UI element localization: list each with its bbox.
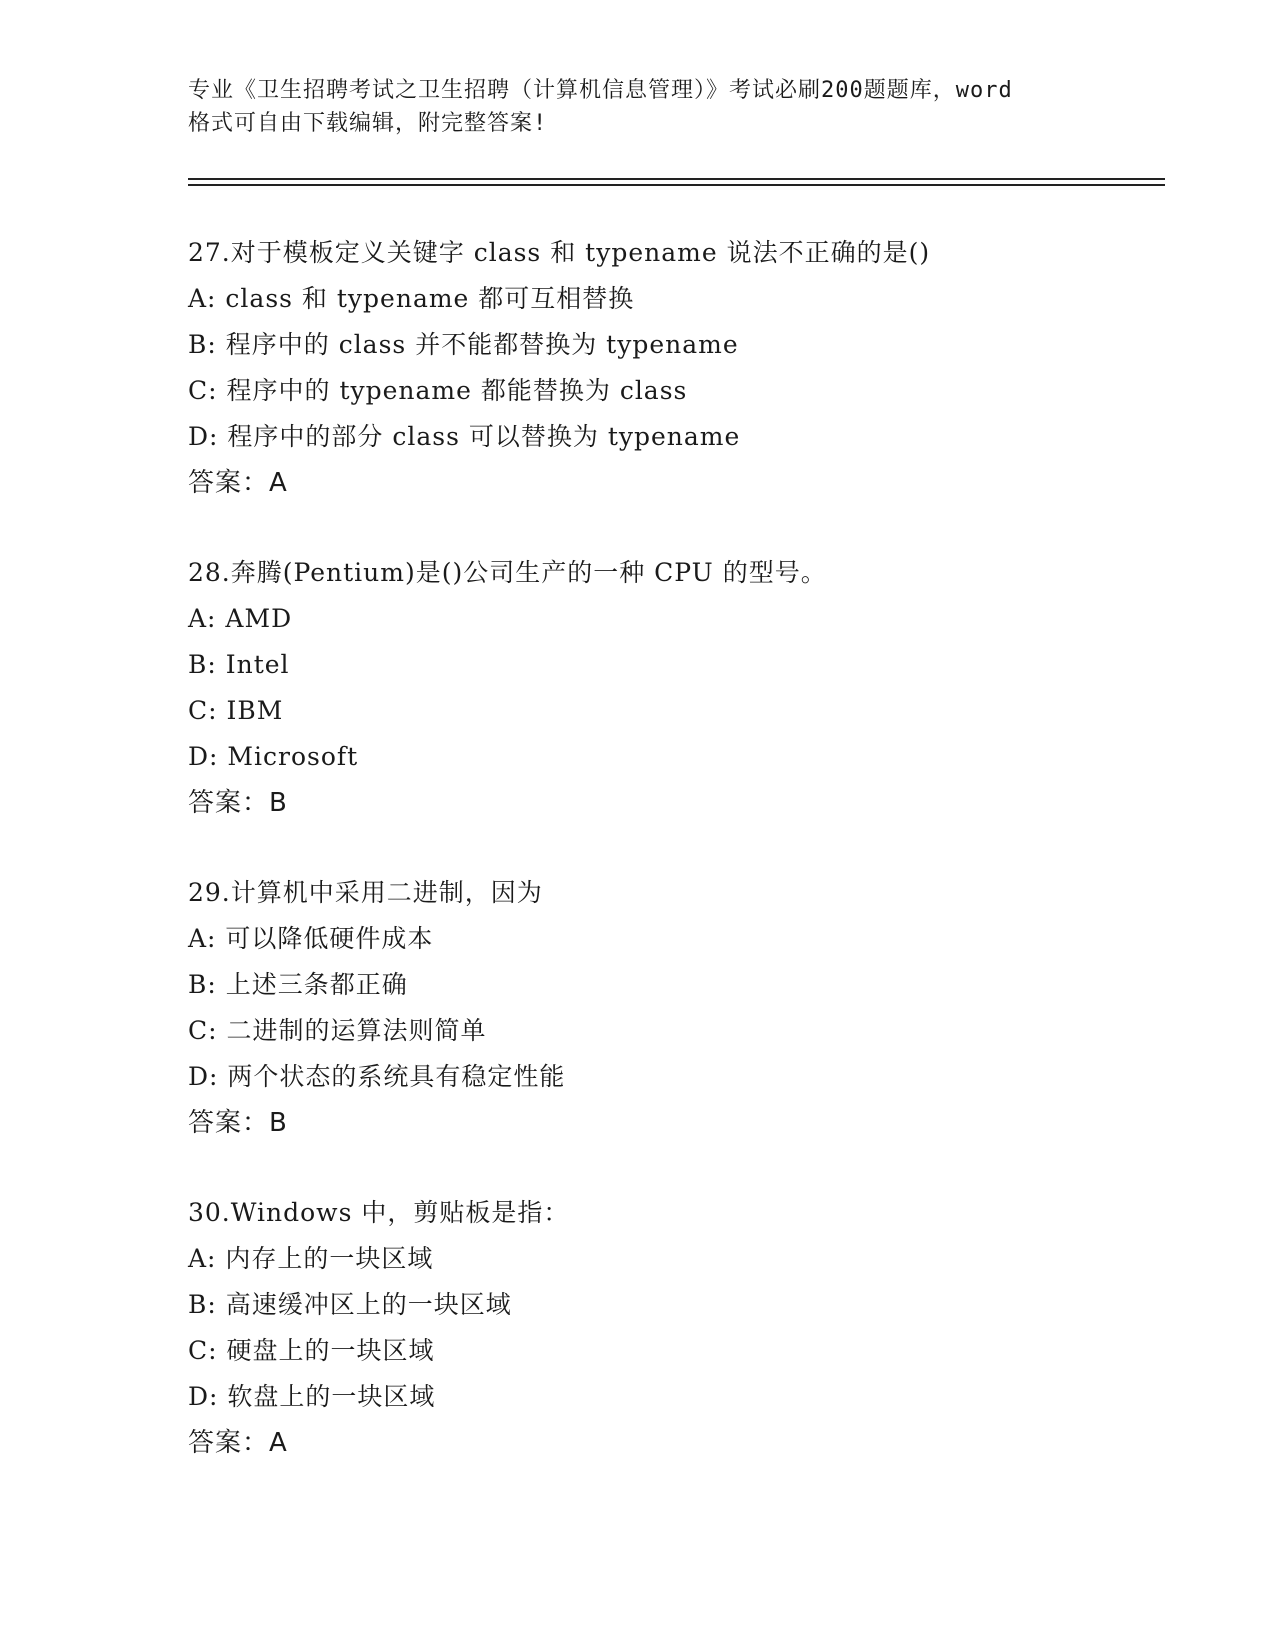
option-c: C: 二进制的运算法则简单: [188, 1016, 487, 1045]
option-b: B: 上述三条都正确: [188, 970, 408, 999]
answer-label: 答案：B: [188, 788, 288, 818]
question-30: [188, 1190, 1168, 1466]
question-29: [188, 870, 1168, 1146]
option-c: C: IBM: [188, 696, 284, 725]
question-stem: 28.奔腾(Pentium)是()公司生产的一种 CPU 的型号。: [188, 558, 827, 587]
option-b: B: 程序中的 class 并不能都替换为 typename: [188, 330, 739, 359]
answer-label: 答案：B: [188, 1108, 288, 1138]
question-28: [188, 550, 1168, 826]
header-line-2: 格式可自由下载编辑，附完整答案!: [188, 111, 548, 136]
option-a: A: class 和 typename 都可互相替换: [188, 284, 635, 313]
answer-label: 答案：A: [188, 468, 288, 498]
option-d: D: 程序中的部分 class 可以替换为 typename: [188, 422, 741, 451]
question-stem: 30.Windows 中，剪贴板是指：: [188, 1198, 570, 1227]
answer-label: 答案：A: [188, 1428, 288, 1458]
header-line-1: 专业《卫生招聘考试之卫生招聘（计算机信息管理）》考试必刷200题题库，word: [188, 78, 1013, 103]
option-d: D: 软盘上的一块区域: [188, 1382, 436, 1411]
option-d: D: Microsoft: [188, 742, 359, 771]
question-stem: 29.计算机中采用二进制，因为: [188, 878, 543, 907]
question-27: [188, 230, 1168, 506]
option-a: A: AMD: [188, 604, 293, 633]
option-b: B: 高速缓冲区上的一块区域: [188, 1290, 512, 1319]
option-a: A: 可以降低硬件成本: [188, 924, 434, 953]
option-c: C: 程序中的 typename 都能替换为 class: [188, 376, 688, 405]
option-a: A: 内存上的一块区域: [188, 1244, 434, 1273]
document-header: [188, 74, 1108, 140]
header-divider-bottom: [188, 184, 1165, 186]
question-stem: 27.对于模板定义关键字 class 和 typename 说法不正确的是(): [188, 238, 931, 267]
option-b: B: Intel: [188, 650, 290, 679]
header-divider-top: [188, 178, 1165, 180]
option-d: D: 两个状态的系统具有稳定性能: [188, 1062, 566, 1091]
option-c: C: 硬盘上的一块区域: [188, 1336, 435, 1365]
